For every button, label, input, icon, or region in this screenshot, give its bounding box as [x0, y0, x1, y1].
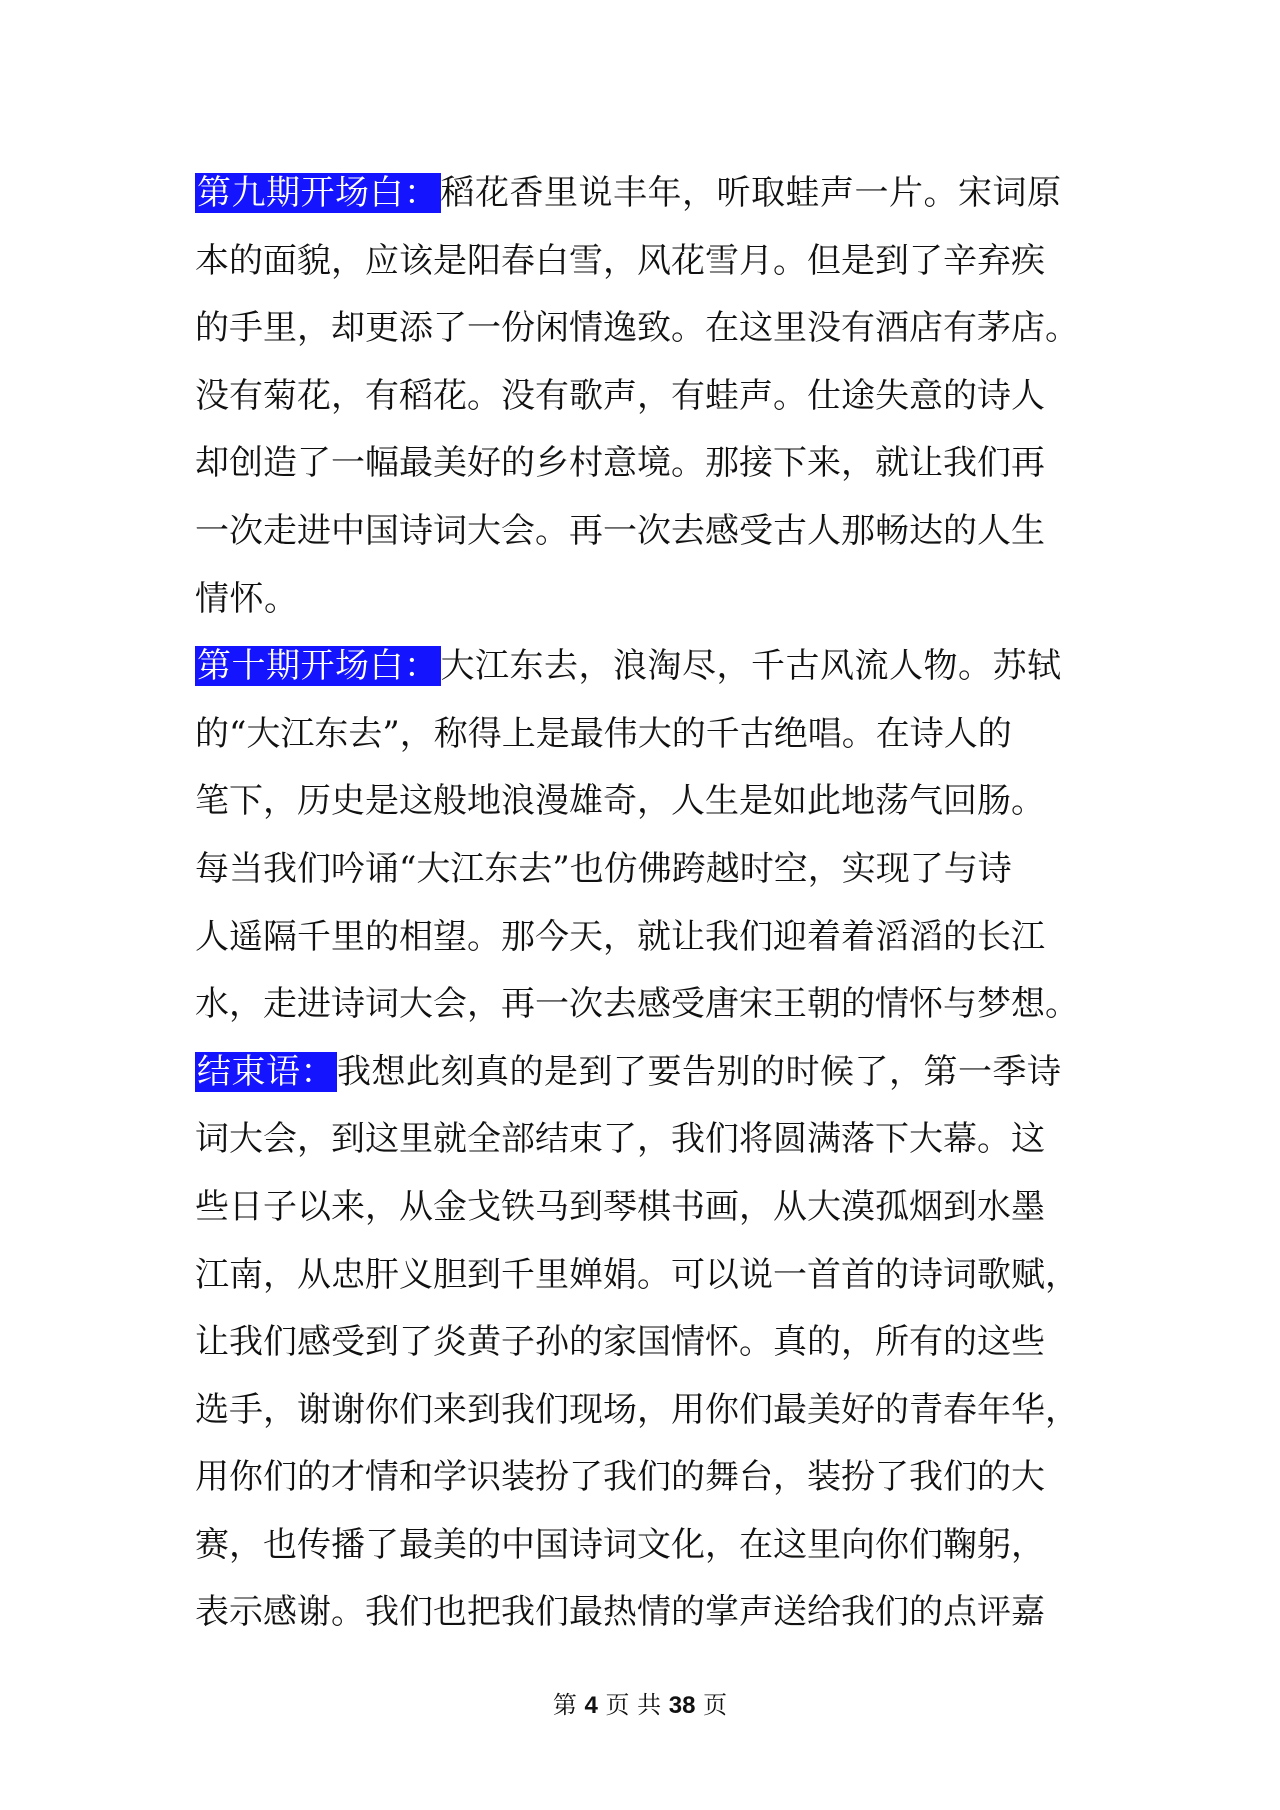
text-line [195, 430, 1095, 498]
text-line [195, 701, 1095, 769]
text-line [195, 1039, 1095, 1107]
text-line [195, 295, 1095, 363]
text-line [195, 768, 1095, 836]
text-line [195, 228, 1095, 296]
line-text: 选手，谢谢你们来到我们现场，用你们最美好的青春年华， [195, 1389, 1079, 1430]
section-label-ninth-episode: 第九期开场白： [197, 173, 439, 213]
text-line [195, 1242, 1095, 1310]
footer-middle: 页 共 [605, 1691, 662, 1719]
text-line [195, 363, 1095, 431]
line-text: 的手里，却更添了一份闲情逸致。在这里没有酒店有茅店。 [195, 308, 1079, 349]
text-line [195, 1106, 1095, 1174]
text-line [195, 1309, 1095, 1377]
line-text: 却创造了一幅最美好的乡村意境。那接下来，就让我们再 [195, 443, 1045, 484]
line-text: 笔下，历史是这般地浪漫雄奇，人生是如此地荡气回肠。 [195, 781, 1045, 822]
line-text: 江南，从忠肝义胆到千里婵娟。可以说一首首的诗词歌赋， [195, 1254, 1079, 1295]
text-line [195, 1377, 1095, 1445]
text-line [195, 1579, 1095, 1647]
document-body [195, 160, 1095, 1647]
total-page-count: 38 [668, 1692, 696, 1719]
text-line [195, 1444, 1095, 1512]
section-label-closing: 结束语： [197, 1051, 335, 1092]
line-text: 让我们感受到了炎黄子孙的家国情怀。真的，所有的这些 [195, 1322, 1045, 1363]
text-line [195, 1174, 1095, 1242]
line-text: 每当我们吟诵“大江东去”也仿佛跨越时空，实现了与诗 [195, 848, 1012, 889]
line-text: 的“大江东去”，称得上是最伟大的千古绝唱。在诗人的 [195, 713, 1012, 754]
line-text: 稻花香里说丰年，听取蛙声一片。宋词原 [440, 173, 1062, 213]
footer-prefix: 第 [552, 1691, 577, 1719]
line-text: 赛，也传播了最美的中国诗词文化，在这里向你们鞠躬， [195, 1524, 1045, 1565]
line-text: 些日子以来，从金戈铁马到琴棋书画，从大漠孤烟到水墨 [195, 1186, 1045, 1227]
line-text: 我想此刻真的是到了要告别的时候了，第一季诗 [337, 1051, 1062, 1092]
line-text: 一次走进中国诗词大会。再一次去感受古人那畅达的人生 [195, 510, 1045, 551]
footer-suffix: 页 [703, 1691, 728, 1719]
text-line [195, 971, 1095, 1039]
page-footer [0, 1685, 1280, 1720]
text-line [195, 836, 1095, 904]
current-page-number: 4 [584, 1692, 598, 1719]
section-label-tenth-episode: 第十期开场白： [197, 646, 439, 687]
line-text: 词大会，到这里就全部结束了，我们将圆满落下大幕。这 [195, 1119, 1045, 1160]
line-text: 人遥隔千里的相望。那今天，就让我们迎着着滔滔的长江 [195, 916, 1045, 957]
text-line [195, 160, 1095, 228]
text-line [195, 566, 1095, 634]
line-text: 水，走进诗词大会，再一次去感受唐宋王朝的情怀与梦想。 [195, 984, 1079, 1025]
text-line [195, 904, 1095, 972]
line-text: 情怀。 [195, 578, 299, 619]
line-text: 本的面貌，应该是阳春白雪，风花雪月。但是到了辛弃疾 [195, 240, 1045, 281]
line-text: 用你们的才情和学识装扮了我们的舞台，装扮了我们的大 [195, 1457, 1045, 1498]
text-line [195, 1512, 1095, 1580]
text-line [195, 498, 1095, 566]
line-text: 大江东去，浪淘尽，千古风流人物。苏轼 [440, 646, 1062, 687]
line-text: 没有菊花，有稻花。没有歌声，有蛙声。仕途失意的诗人 [195, 375, 1045, 416]
line-text: 表示感谢。我们也把我们最热情的掌声送给我们的点评嘉 [195, 1592, 1045, 1633]
text-line [195, 633, 1095, 701]
